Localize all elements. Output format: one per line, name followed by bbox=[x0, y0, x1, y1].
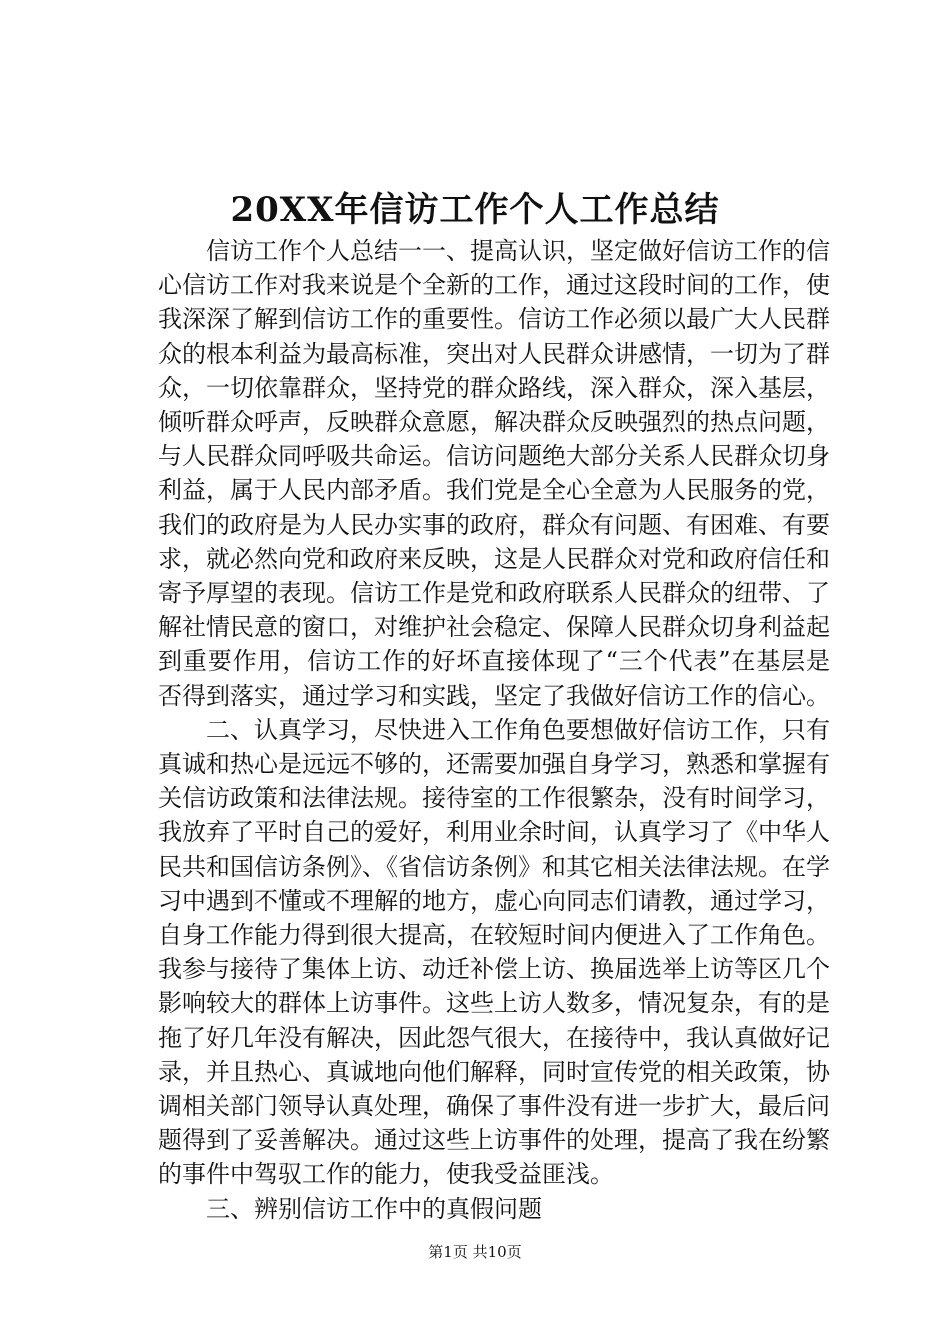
page-number-indicator: 第1页 共10页 bbox=[428, 1243, 522, 1261]
paragraph-3: 三、辨别信访工作中的真假问题 bbox=[206, 1194, 542, 1223]
paragraph-1: 信访工作个人总结一一、提高认识，坚定做好信访工作的信心信访工作对我来说是个全新的工作，通过这段时间的工作，使我深深了解到信访工作的重要性。信访工作必须以最广大人民群众的根本利益为最高标准，突出对人民群众讲感情，一切为了群众，一切依靠群众，坚持党的群众路线，深入群众，深入基层，倾听群众呼声，反映群众意愿，解决群众反映强烈的热点问题，与人民群众同呼吸共命运。信访问题绝大部分关系人民群众切身利益，属于人民内部矛盾。我们党是全心全意为人民服务的党，我们的政府是为人民办实事的政府，群众有问题、有困难、有要求，就必然向党和政府来反映，这是人民群众对党和政府信任和寄予厚望的表现。信访工作是党和政府联系人民群众的纽带、了解社情民意的窗口，对维护社会稳定、保障人民群众切身利益起到重要作用，信访工作的好坏直接体现了“三个代表”在基层是否得到落实，通过学习和实践，坚定了我做好信访工作的信心。 bbox=[158, 237, 830, 710]
paragraph-2: 二、认真学习，尽快进入工作角色要想做好信访工作，只有真诚和热心是远远不够的，还需要加强自身学习，熟悉和掌握有关信访政策和法律法规。接待室的工作很繁杂，没有时间学习，我放弃了平时自己的爱好，利用业余时间，认真学习了《中华人民共和国信访条例》、《省信访条例》和其它相关法律法规。在学习中遇到不懂或不理解的地方，虚心向同志们请教，通过学习，自身工作能力得到很大提高，在较短时间内便进入了工作角色。我参与接待了集体上访、动迁补偿上访、换届选举上访等区几个影响较大的群体上访事件。这些上访人数多，情况复杂，有的是拖了好几年没有解决，因此怨气很大，在接待中，我认真做好记录，并且热心、真诚地向他们解释，同时宣传党的相关政策，协调相关部门领导认真处理，确保了事件没有进一步扩大，最后问题得到了妥善解决。通过这些上访事件的处理，提高了我在纷繁的事件中驾驭工作的能力，使我受益匪浅。 bbox=[158, 715, 830, 1189]
document-title: 20XX年信访工作个人工作总结 bbox=[230, 190, 720, 230]
document-body bbox=[158, 234, 830, 1226]
page-footer bbox=[0, 1242, 950, 1262]
